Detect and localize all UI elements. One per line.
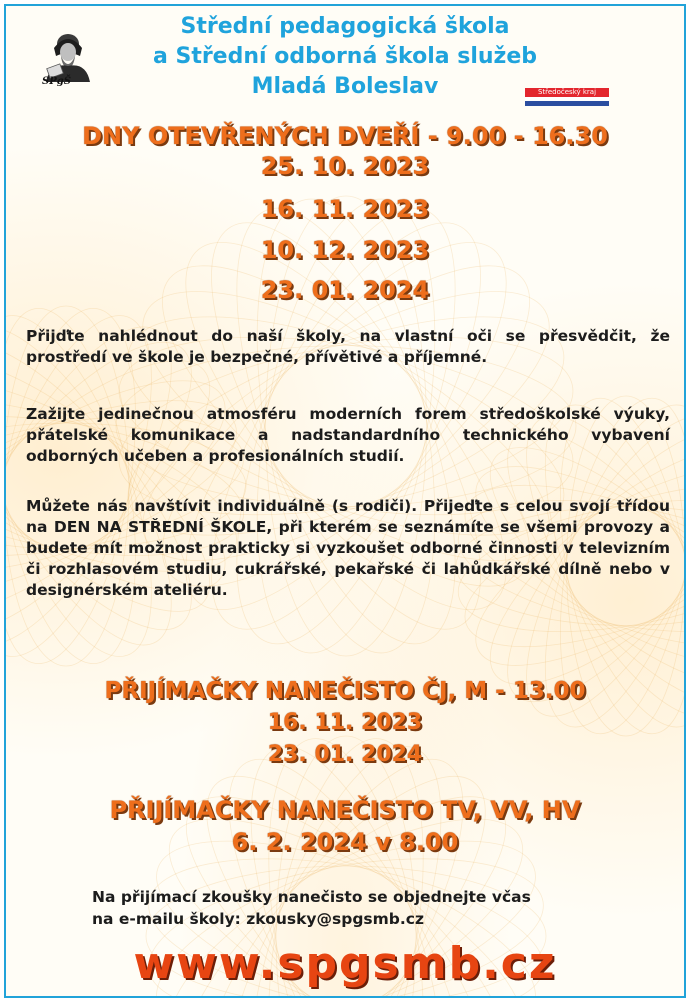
mock-exam-date: 23. 01. 2024 [267, 742, 423, 767]
mock-exam-date: 16. 11. 2023 [267, 710, 423, 735]
open-day-date: 23. 01. 2024 [260, 276, 430, 304]
paragraph-atmosphere: Zažijte jedinečnou atmosféru moderních forem středoškolské výuky, přátelské komunikace a nadstandardního technického vybavení odborných učeben a profesionálních studií. [26, 405, 670, 465]
open-days-title: DNY OTEVŘENÝCH DVEŘÍ - 9.00 - 16.30 [82, 122, 608, 150]
logo-text: SPgŠ [42, 76, 71, 87]
website-link[interactable]: www.spgsmb.cz [133, 938, 557, 989]
mock-exams-cj-m-title: PŘIJÍMAČKY NANEČISTO ČJ, M - 13.00 [104, 678, 586, 704]
school-name-line3: Mladá Boleslav [251, 74, 439, 99]
registration-line1: Na přijímací zkoušky nanečisto se objednejte včas [92, 888, 531, 906]
paragraph-intro: Přijďte nahlédnout do naší školy, na vlastní oči se přesvědčit, že prostředí ve škole je bezpečné, přívětivé a příjemné. [26, 327, 670, 366]
registration-line2: na e-mailu školy: zkousky@spgsmb.cz [92, 910, 425, 928]
paragraph-visit: Můžete nás navštívit individuálně (s rodiči). Přijeďte s celou svojí třídou na DEN NA STŘEDNÍ ŠKOLE, při kterém se seznámíte se všemi provozy a budete mít možnost prakticky si vyzkoušet odborné činnosti v televizním či rozhlasovém studiu, cukrářské, pekařské či lahůdkářské dílně nebo v designérském ateliéru. [26, 497, 670, 599]
school-name-line2: a Střední odborná škola služeb [152, 44, 538, 69]
mock-exams-tv-date: 6. 2. 2024 v 8.00 [231, 828, 459, 856]
school-name-line1: Střední pedagogická škola [180, 14, 510, 39]
open-day-date: 10. 12. 2023 [260, 236, 430, 264]
mock-exams-tv-title: PŘIJÍMAČKY NANEČISTO TV, VV, HV [109, 796, 581, 824]
region-badge [525, 88, 609, 106]
poster [4, 4, 686, 998]
open-day-date: 16. 11. 2023 [260, 195, 430, 223]
open-day-date: 25. 10. 2023 [260, 152, 430, 180]
region-badge-label: Středočeský kraj [537, 88, 597, 96]
